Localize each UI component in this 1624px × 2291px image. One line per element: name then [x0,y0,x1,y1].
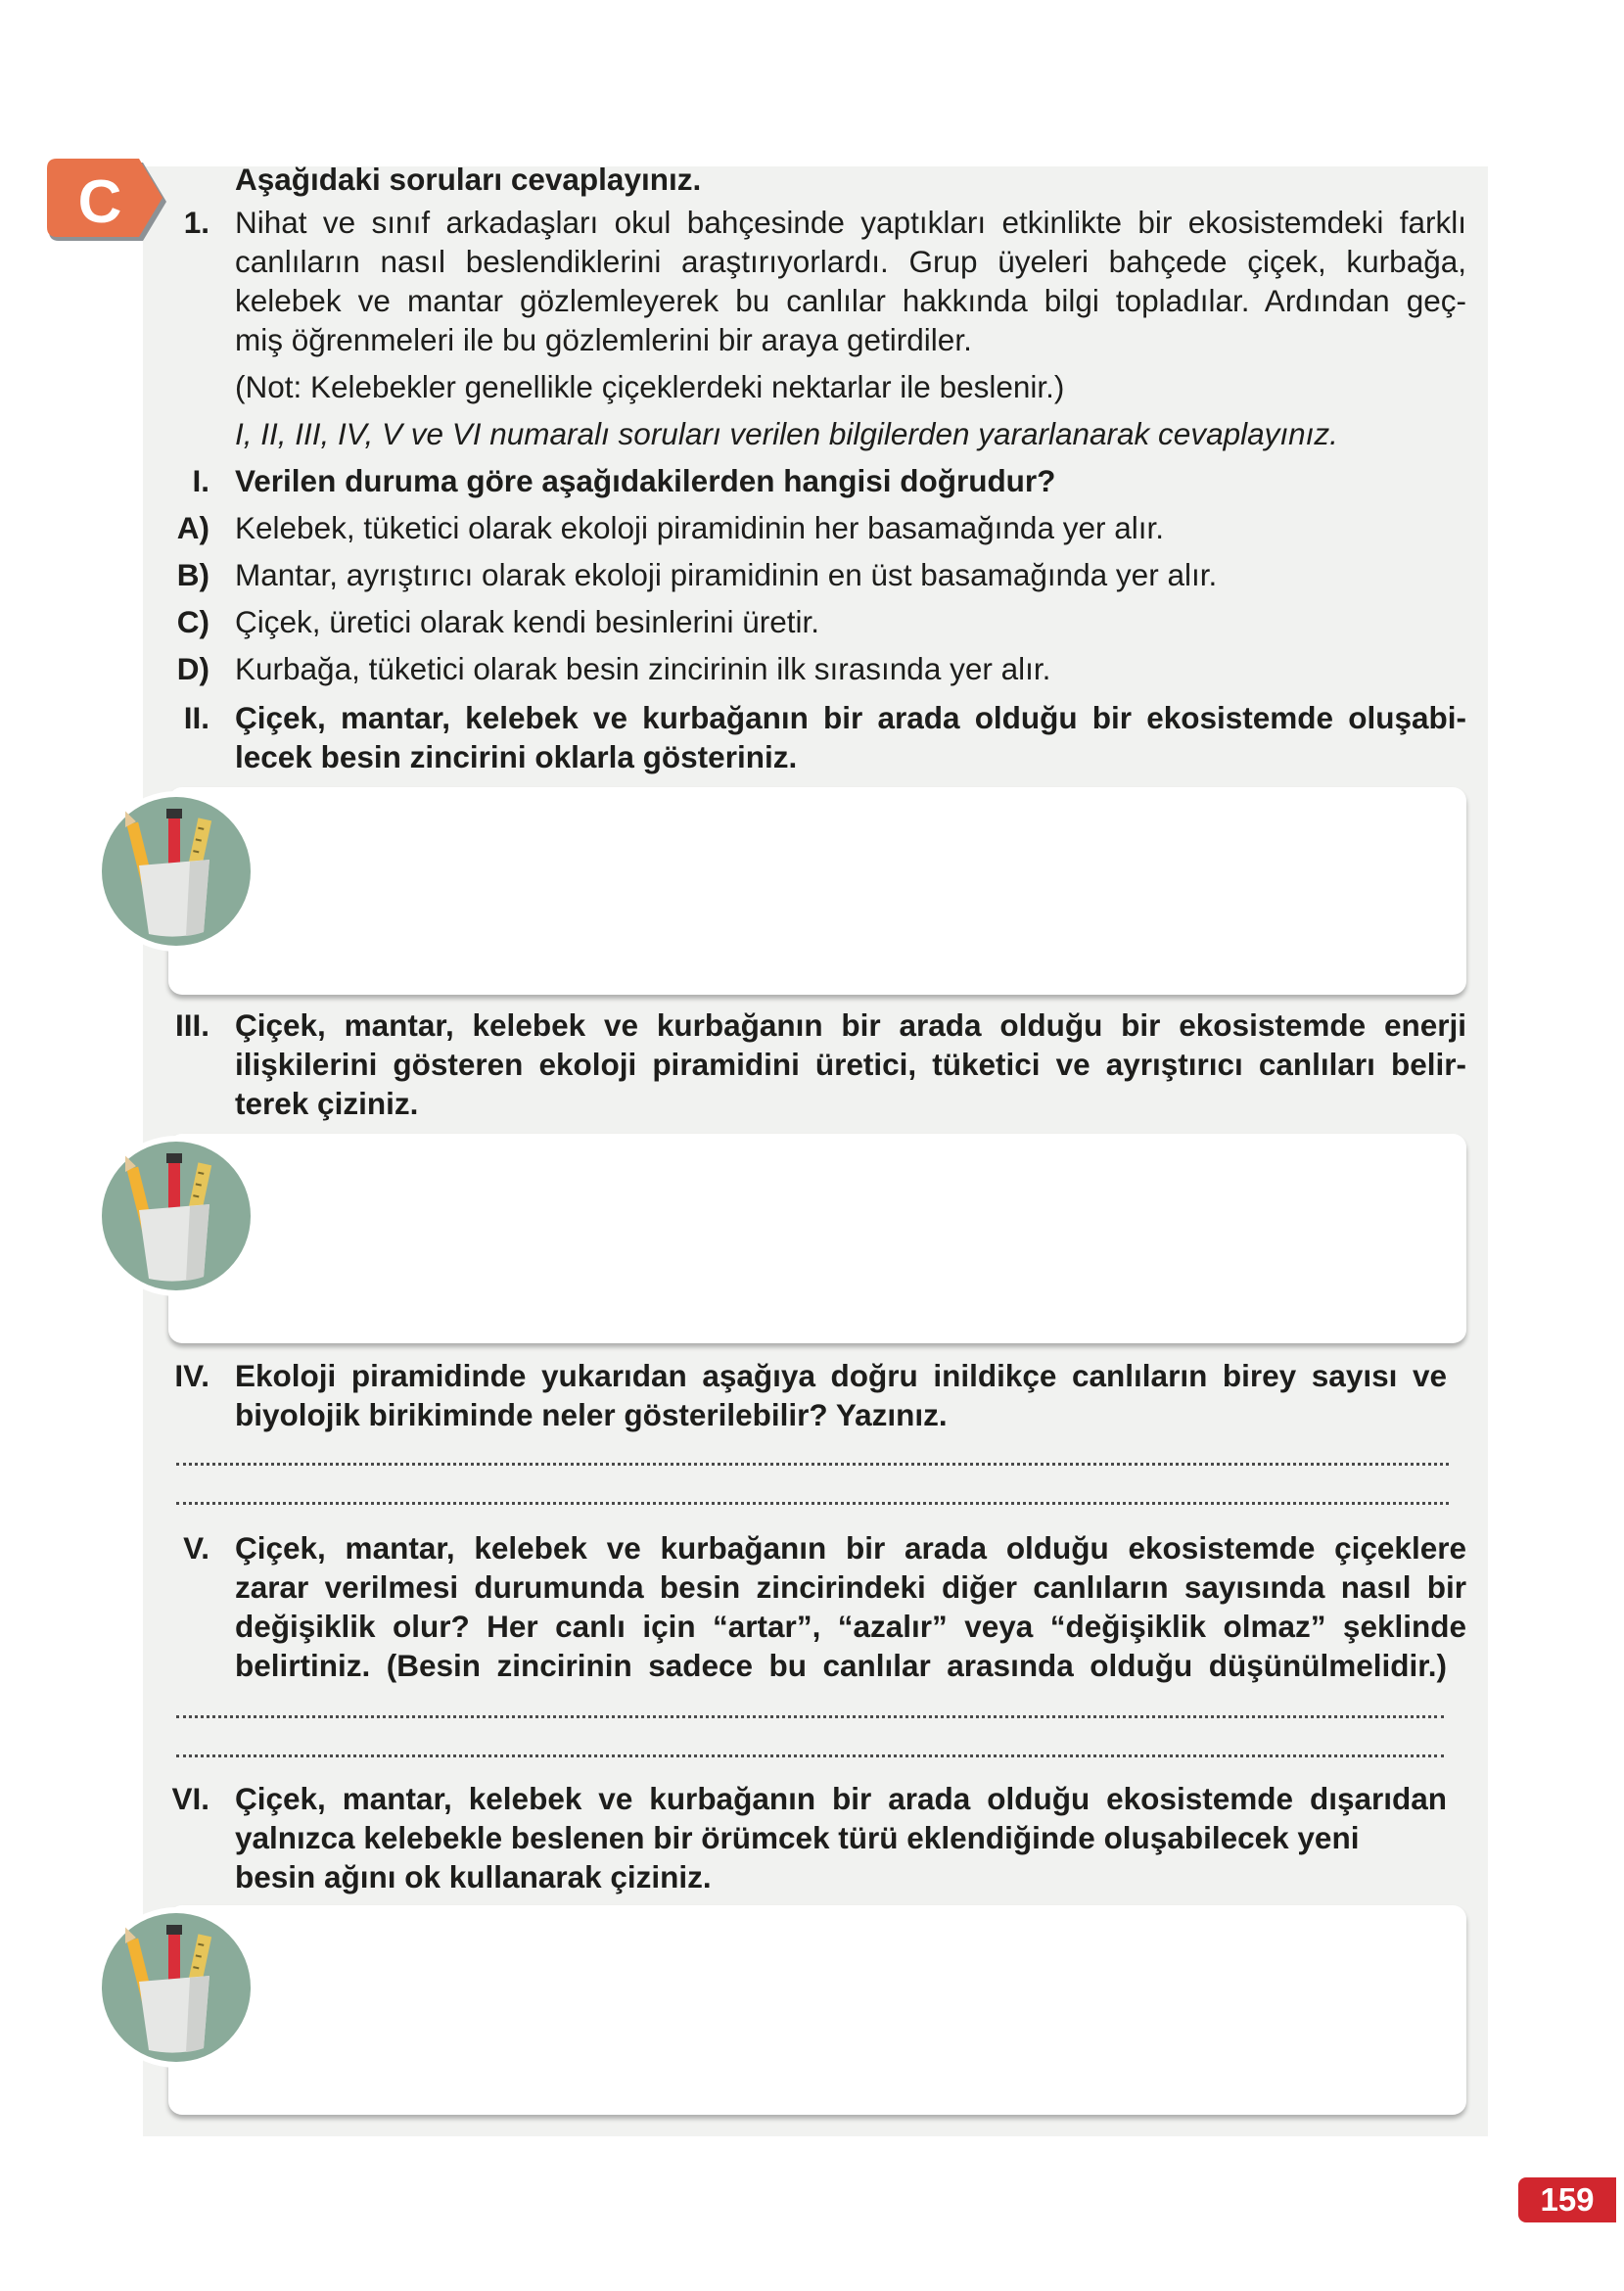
instruction-text: I, II, III, IV, V ve VI numaralı soruları verilen bilgilerden yararlanarak cevaplayınız. [235,416,1338,451]
answer-line[interactable] [176,1754,1444,1759]
option-text: Kurbağa, tüketici olarak besin zincirinin ilk sırasında yer alır. [235,651,1051,686]
sub-question-label: V. [183,1530,209,1566]
option-letter: B) [176,557,209,592]
option-letter: A) [176,510,209,545]
sub-question-line: Çiçek, mantar, kelebek ve kurbağanın bir arada olduğu bir ekosistemde oluşabi- [235,700,1466,735]
intro-line: Nihat ve sınıf arkadaşları okul bahçesinde yaptıkları etkinlikte bir ekosistemdeki farklı [235,205,1466,240]
sub-question-line: Çiçek, mantar, kelebek ve kurbağanın bir arada olduğu bir ekosistemde enerji [235,1007,1466,1043]
sub-question-line: ilişkilerini gösteren ekoloji piramidini üretici, tüketici ve ayrıştırıcı canlıları belir- [235,1047,1466,1082]
sub-question-line: biyolojik birikiminde neler gösterilebilir? Yazınız. [235,1397,948,1432]
pencil-cup-icon [94,1905,258,2070]
sub-question-line: Çiçek, mantar, kelebek ve kurbağanın bir arada olduğu ekosistemde dışarıdan [235,1781,1447,1816]
option-letter: C) [176,604,209,639]
intro-line: canlıların nasıl beslendiklerini araştırıyorlardı. Grup üyeleri bahçede çiçek, kurbağa, [235,244,1466,279]
sub-question-line: Ekoloji piramidinde yukarıdan aşağıya doğru inildikçe canlıların birey sayısı ve [235,1358,1447,1393]
sub-question-text: Verilen duruma göre aşağıdakilerden hangisi doğrudur? [235,463,1056,498]
option-text: Mantar, ayrıştırıcı olarak ekoloji piramidinin en üst basamağında yer alır. [235,557,1218,592]
option-text: Kelebek, tüketici olarak ekoloji piramidinin her basamağında yer alır. [235,510,1164,545]
section-heading: Aşağıdaki soruları cevaplayınız. [235,162,702,197]
sub-question-label: II. [183,700,209,735]
sub-question-label: IV. [174,1358,209,1393]
sub-question-label: I. [192,463,209,498]
badge-letter: C [77,167,122,236]
intro-line: miş öğrenmeleri ile bu gözlemlerini bir araya getirdiler. [235,322,972,357]
drawing-answer-box[interactable] [168,787,1466,995]
sub-question-line: zarar verilmesi durumunda besin zincirindeki diğer canlıların sayısında nasıl bir [235,1569,1466,1605]
answer-line[interactable] [176,1715,1444,1720]
sub-question-label: VI. [171,1781,209,1816]
intro-line: kelebek ve mantar gözlemleyerek bu canlılar hakkında bilgi topladılar. Ardından geç- [235,283,1466,318]
sub-question-line: belirtiniz. (Besin zincirinin sadece bu canlılar arasında olduğu düşünülmelidir.) [235,1648,1447,1683]
pencil-cup-icon [94,789,258,954]
drawing-answer-box[interactable] [168,1134,1466,1343]
page-number: 159 [1518,2177,1616,2222]
option-text: Çiçek, üretici olarak kendi besinlerini üretir. [235,604,820,639]
sub-question-line: değişiklik olur? Her canlı için “artar”, “azalır” veya “değişiklik olmaz” şeklinde [235,1609,1466,1644]
answer-line[interactable] [176,1502,1449,1507]
sub-question-line: besin ağını ok kullanarak çiziniz. [235,1859,712,1894]
sub-question-line: lecek besin zincirini oklarla gösteriniz. [235,739,798,774]
sub-question-line: terek çiziniz. [235,1086,419,1121]
sub-question-line: Çiçek, mantar, kelebek ve kurbağanın bir arada olduğu ekosistemde çiçeklere [235,1530,1466,1566]
note-text: (Not: Kelebekler genellikle çiçeklerdeki nektarlar ile beslenir.) [235,369,1065,404]
answer-line[interactable] [176,1463,1449,1468]
question-number: 1. [183,205,209,240]
drawing-answer-box[interactable] [168,1905,1466,2115]
pencil-cup-icon [94,1134,258,1298]
sub-question-line: yalnızca kelebekle beslenen bir örümcek türü eklendiğinde oluşabilecek yeni [235,1820,1360,1855]
sub-question-label: III. [174,1007,209,1043]
option-letter: D) [176,651,209,686]
